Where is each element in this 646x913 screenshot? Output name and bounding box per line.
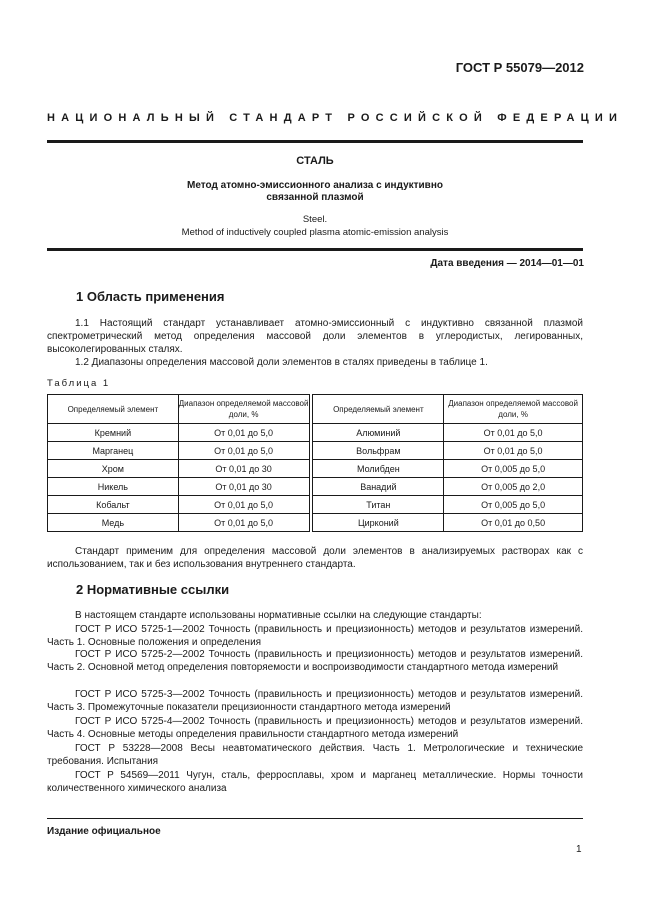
table-cell: Алюминий (313, 424, 444, 442)
table-header-cell: Определяемый элемент (313, 395, 444, 424)
paragraph-1-3: Стандарт применим для определения массовой доли элементов в анализируемых растворах как с использованием, так и без использования внутреннего стандарта. (47, 546, 583, 570)
page-number: 1 (576, 844, 582, 855)
table-header-cell: Диапазон определяемой массовой доли, % (178, 395, 309, 424)
table-cell: Хром (48, 460, 179, 478)
reference-item: ГОСТ Р ИСО 5725-1—2002 Точность (правильность и прецизионность) методов и результатов измерений. Часть 1. Основные положения и определения (47, 624, 583, 648)
table-row (48, 424, 583, 442)
table-row (48, 442, 583, 460)
table-cell: От 0,01 до 5,0 (444, 442, 583, 460)
table-row (48, 496, 583, 514)
table-cell: Вольфрам (313, 442, 444, 460)
mass-fraction-table (47, 394, 583, 532)
section-1-heading: 1 Область применения (76, 289, 225, 304)
table-cell: От 0,01 до 5,0 (178, 424, 309, 442)
table-cell: От 0,005 до 5,0 (444, 496, 583, 514)
english-title-line-2: Method of inductively coupled plasma atomic-emission analysis (181, 227, 449, 238)
table-header-row (48, 395, 583, 424)
table-cell: Цирконий (313, 514, 444, 532)
table-cell: Кремний (48, 424, 179, 442)
table-caption: Таблица 1 (47, 378, 111, 389)
table-cell: Кобальт (48, 496, 179, 514)
table-header-cell: Определяемый элемент (48, 395, 179, 424)
table-cell: От 0,01 до 0,50 (444, 514, 583, 532)
table-header-cell: Диапазон определяемой массовой доли, % (444, 395, 583, 424)
table-cell: От 0,005 до 5,0 (444, 460, 583, 478)
section-2-heading: 2 Нормативные ссылки (76, 582, 230, 597)
reference-item: ГОСТ Р ИСО 5725-4—2002 Точность (правильность и прецизионность) методов и результатов измерений. Часть 4. Основные методы определения правильности стандартного метода измерений (47, 716, 583, 740)
reference-item: ГОСТ Р ИСО 5725-3—2002 Точность (правильность и прецизионность) методов и результатов измерений. Часть 3. Промежуточные показатели прецизионности стандартного метода измерений (47, 689, 583, 713)
table-cell: Никель (48, 478, 179, 496)
references-intro: В настоящем стандарте использованы нормативные ссылки на следующие стандарты: (75, 610, 482, 621)
table-cell: От 0,01 до 5,0 (178, 514, 309, 532)
table-cell: От 0,01 до 5,0 (178, 496, 309, 514)
subtitle-line-2: связанной плазмой (266, 192, 364, 203)
title-divider (47, 248, 583, 251)
table-cell: Титан (313, 496, 444, 514)
table-row (48, 514, 583, 532)
top-divider (47, 140, 583, 143)
subtitle-line-1: Метод атомно-эмиссионного анализа с индуктивно (187, 180, 443, 191)
footer-divider (47, 818, 583, 819)
reference-item: ГОСТ Р 53228—2008 Весы неавтоматического действия. Часть 1. Метрологические и технические требования. Испытания (47, 743, 583, 767)
table-cell: От 0,005 до 2,0 (444, 478, 583, 496)
table-cell: Марганец (48, 442, 179, 460)
reference-item: ГОСТ Р 54569—2011 Чугун, сталь, ферросплавы, хром и марганец металлические. Нормы точности количественного химического анализа (47, 770, 583, 794)
table-cell: Ванадий (313, 478, 444, 496)
table-cell: От 0,01 до 30 (178, 460, 309, 478)
table-row (48, 460, 583, 478)
table-cell: От 0,01 до 5,0 (178, 442, 309, 460)
table-row (48, 478, 583, 496)
national-standard-banner: НАЦИОНАЛЬНЫЙ СТАНДАРТ РОССИЙСКОЙ ФЕДЕРАЦИИ (47, 112, 624, 124)
standard-code: ГОСТ Р 55079—2012 (455, 60, 584, 75)
table-cell: От 0,01 до 30 (178, 478, 309, 496)
document-subtitle (47, 180, 583, 204)
official-edition-label: Издание официальное (47, 826, 161, 837)
reference-item: ГОСТ Р ИСО 5725-2—2002 Точность (правильность и прецизионность) методов и результатов измерений. Часть 2. Основной метод определения повторяемости и воспроизводимости стандартного метода измерений (47, 649, 583, 673)
introduction-date: Дата введения — 2014—01—01 (430, 258, 584, 269)
table-cell: Медь (48, 514, 179, 532)
document-title: СТАЛЬ (296, 155, 334, 167)
table-cell: Молибден (313, 460, 444, 478)
paragraph-1-2: 1.2 Диапазоны определения массовой доли элементов в сталях приведены в таблице 1. (75, 357, 488, 368)
english-title-line-1: Steel. (302, 214, 328, 225)
paragraph-1-1: 1.1 Настоящий стандарт устанавливает атомно-эмиссионный с индуктивно связанной плазмой спектрометрический метод определения массовой доли элементов в углеродистых, легированных, высоколегированных сталях. (47, 318, 583, 355)
table-cell: От 0,01 до 5,0 (444, 424, 583, 442)
english-title (47, 213, 583, 239)
